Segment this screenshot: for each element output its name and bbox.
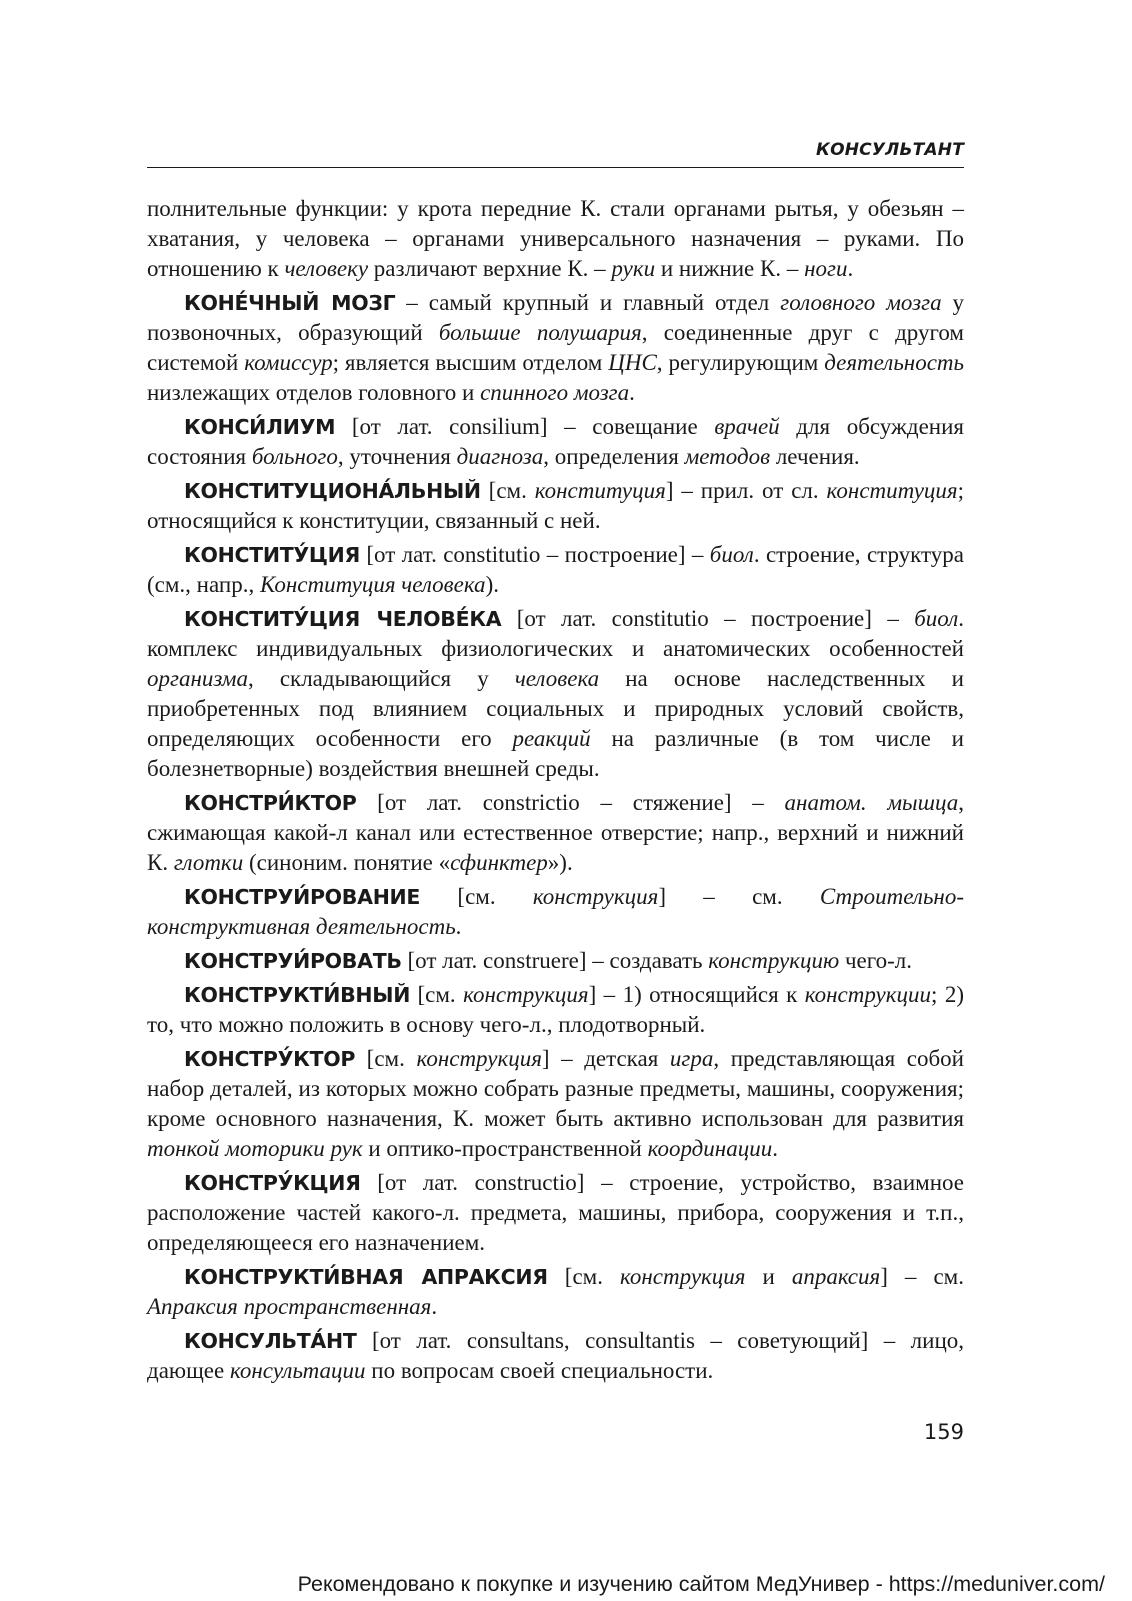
definition-text: ] – см. (880, 1264, 964, 1289)
definition-text: на основе наследственных и приобретенных под влиянием социальных и природных условий свойств, определяющих особенности его (147, 666, 964, 751)
definition-text: для обсуждения состояния (147, 414, 964, 469)
dictionary-entry (147, 540, 964, 600)
definition-text: ; является высшим отделом (332, 350, 609, 375)
definition-text: , соединенные друг с другом системой (147, 320, 964, 375)
definition-text: . комплекс индивидуальных физиологических и анатомических особенностей (147, 606, 965, 661)
italic-reference: спинного мозга (480, 380, 630, 405)
definition-text: , уточнения (337, 444, 457, 469)
dictionary-entry (147, 946, 964, 976)
italic-reference: анатом. мышца (784, 790, 959, 815)
dictionary-entry (147, 1168, 964, 1258)
dictionary-entry (147, 1326, 964, 1386)
definition-text: [см. (480, 478, 535, 503)
dictionary-entry (147, 476, 964, 536)
italic-reference: конструкция (416, 1046, 542, 1071)
italic-reference: биол (709, 542, 754, 567)
definition-text: [см. (420, 884, 533, 909)
italic-reference: координации (647, 1136, 773, 1161)
definition-text: [от лат. constitutio – построение] – (501, 606, 915, 631)
entry-term: КОНСТИТУ́ЦИЯ ЧЕЛОВЕ́КА (184, 607, 502, 631)
italic-reference: головного мозга (780, 290, 942, 315)
definition-text: . (847, 256, 854, 281)
entry-term: КОНСТИТУ́ЦИЯ (184, 543, 360, 567)
definition-text: низлежащих отделов головного и (147, 380, 481, 405)
italic-reference: Апраксия пространственная (147, 1294, 432, 1319)
definition-text: [от лат. consultans, consultantis – советующий] – лицо, дающее (147, 1328, 964, 1383)
italic-reference: комиссур (244, 350, 333, 375)
definition-text: »). (547, 850, 573, 875)
italic-reference: конструкция (532, 884, 659, 909)
definition-text: , регулирующим (656, 350, 825, 375)
entry-term: КОНСТРУИ́РОВАТЬ (184, 949, 402, 973)
entry-term: КОНСТИТУЦИОНА́ЛЬНЫЙ (184, 479, 481, 503)
italic-reference: сфинктер (450, 850, 548, 875)
definition-text: по вопросам своей специальности. (365, 1358, 714, 1383)
italic-reference: методов (684, 444, 771, 469)
italic-reference: диагноза (456, 444, 544, 469)
definition-text: ; 2) то, что можно положить в основу чего-л., плодотворный. (147, 982, 964, 1037)
dictionary-entry (147, 412, 964, 472)
entry-term: КОНСТРУ́КТОР (184, 1047, 356, 1071)
definition-text: полнительные функции: у крота передние К. стали органами рытья, у обезьян – хватания, у человека – органами универсального назначения – руками. По отношению к (147, 196, 964, 281)
definition-text: . (431, 1294, 438, 1319)
footer-note: Рекомендовано к покупке и изучению сайтом МедУнивер - https://meduniver.com/ (297, 1572, 1105, 1596)
italic-reference: консультации (229, 1358, 366, 1383)
entry-term: КОНСТРИ́КТОР (184, 791, 357, 815)
definition-text: , определения (543, 444, 685, 469)
italic-reference: Строительно-конструктивная деятельность (147, 884, 964, 939)
italic-reference: ноги (804, 256, 848, 281)
definition-text: и (745, 1264, 792, 1289)
italic-reference: игра (669, 1046, 714, 1071)
definition-text: . (629, 380, 635, 405)
dictionary-entry (147, 604, 964, 784)
dictionary-entry (147, 288, 964, 408)
definition-text: на различные (в том числе и болезнетворные) воздействия внешней среды. (147, 726, 964, 781)
definition-text: [от лат. consilium] – совещание (335, 414, 715, 439)
definition-text: . строение, структура (см., напр., (147, 542, 965, 597)
italic-reference: ЦНС (608, 350, 657, 375)
italic-reference: организма (147, 666, 248, 691)
italic-reference: конструкции (804, 982, 932, 1007)
italic-reference: конституция (534, 478, 666, 503)
definition-text: [от лат. constrictio – стяжение] – (356, 790, 785, 815)
definition-text: и нижние К. – (655, 256, 805, 281)
definition-text: . (772, 1136, 778, 1161)
definition-text: [от лат. constitutio – построение] – (359, 542, 710, 567)
definition-text: ] – см. (658, 884, 820, 909)
definition-text: [от лат. constructio] – строение, устройство, взаимное расположение частей какого-л. предмета, машины, прибора, сооружения и т.п., определяющееся его назначением. (147, 1170, 964, 1255)
italic-reference: биол (914, 606, 959, 631)
italic-reference: конституция (826, 478, 958, 503)
definition-text: чего-л. (839, 948, 913, 973)
definition-text: ). (485, 572, 499, 597)
dictionary-entry (147, 980, 964, 1040)
definition-text: (синоним. понятие « (243, 850, 451, 875)
definition-text: лечения. (770, 444, 860, 469)
definition-text: и оптико-пространственной (362, 1136, 648, 1161)
italic-reference: реакций (512, 726, 591, 751)
italic-reference: апраксия (791, 1264, 881, 1289)
italic-reference: деятельность (824, 350, 964, 375)
italic-reference: руки (611, 256, 656, 281)
italic-reference: глотки (173, 850, 244, 875)
definition-text: , сжимающая какой-л канал или естественное отверстие; напр., верхний и нижний К. (147, 790, 964, 875)
italic-reference: человека (514, 666, 600, 691)
definition-text: [от лат. construere] – создавать (401, 948, 709, 973)
italic-reference: больного (251, 444, 338, 469)
definition-text: , складывающийся у (247, 666, 515, 691)
running-title: КОНСУЛЬТАНТ (147, 140, 964, 168)
definition-text: ] – прил. от сл. (665, 478, 827, 503)
definition-text: . (455, 914, 462, 939)
entry-term: КОНСТРУКТИ́ВНАЯ АПРАКСИЯ (184, 1265, 548, 1289)
definition-text: [см. (547, 1264, 621, 1289)
italic-reference: конструкция (620, 1264, 746, 1289)
entry-term: КОНЕ́ЧНЫЙ МОЗГ (184, 291, 396, 315)
entry-term: КОНСТРУ́КЦИЯ (184, 1171, 361, 1195)
dictionary-text (147, 194, 964, 1386)
dictionary-entry (147, 788, 964, 878)
entry-term: КОНСИ́ЛИУМ (184, 415, 336, 439)
dictionary-entry (147, 1044, 964, 1164)
definition-text: [см. (410, 982, 464, 1007)
definition-text: у позвоночных, образующий (147, 290, 965, 345)
definition-text: ; относящийся к конституции, связанный с ней. (147, 478, 964, 533)
italic-reference: тонкой моторики рук (147, 1136, 363, 1161)
entry-term: КОНСТРУКТИ́ВНЫЙ (184, 983, 411, 1007)
italic-reference: человеку (284, 256, 369, 281)
definition-text: – самый крупный и главный отдел (395, 290, 781, 315)
italic-reference: врачей (714, 414, 780, 439)
continuation-paragraph (147, 194, 964, 284)
page-number: 159 (923, 1420, 964, 1444)
definition-text: , представляющая собой набор деталей, из которых можно собрать разные предметы, машины, сооружения; кроме основного назначения, К. может быть активно использован для развития (147, 1046, 964, 1131)
italic-reference: большие полушария (438, 320, 642, 345)
dictionary-entry (147, 1262, 964, 1322)
italic-reference: Конституция человека (259, 572, 486, 597)
entry-term: КОНСУЛЬТА́НТ (184, 1329, 357, 1353)
definition-text: различают верхние К. – (368, 256, 612, 281)
definition-text: ] – детская (541, 1046, 670, 1071)
italic-reference: конструкцию (708, 948, 840, 973)
italic-reference: конструкция (463, 982, 589, 1007)
definition-text: ] – 1) относящийся к (588, 982, 805, 1007)
dictionary-entry (147, 882, 964, 942)
entry-term: КОНСТРУИ́РОВАНИЕ (184, 885, 421, 909)
definition-text: [см. (355, 1046, 417, 1071)
